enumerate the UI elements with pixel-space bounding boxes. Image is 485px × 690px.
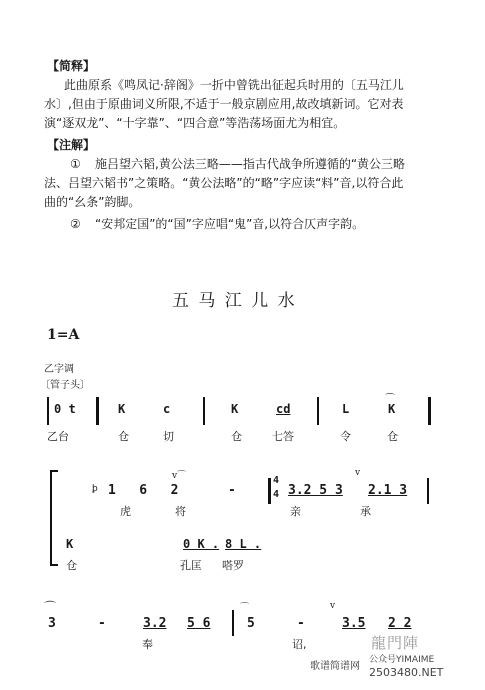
annotation-line: 曲的“幺条”韵脚。	[44, 195, 141, 209]
melody-notes: 5 6	[187, 616, 211, 631]
barline	[96, 397, 99, 425]
percussion-symbol: cd	[276, 402, 291, 416]
barline	[317, 397, 319, 425]
lyric: 承	[360, 505, 371, 518]
percussion-text: 仓	[387, 430, 398, 443]
key-signature: 1=A	[47, 327, 80, 343]
time-signature-bottom: 4	[273, 489, 280, 500]
percussion-symbol: 0 t	[54, 402, 76, 416]
percussion-text: 孔匡	[180, 559, 202, 572]
notes-paragraph-line: 水〕,但由于原曲词义所限,不适于一般京剧应用,故改填新词。它对表	[44, 97, 404, 111]
barline	[428, 397, 431, 425]
system-brace	[50, 470, 58, 472]
watermark-brand: 龍門陣	[371, 634, 420, 652]
percussion-symbol: 8 L .	[225, 537, 262, 551]
score-title: 五 马 江 儿 水	[172, 291, 297, 311]
lyric: 奉	[142, 638, 153, 651]
melody-notes: 5	[247, 616, 255, 631]
percussion-text: 乙台	[47, 430, 69, 443]
melody-notes: 2.1 3	[368, 483, 408, 498]
melody-notes: 1 6 2	[108, 483, 179, 498]
breath-mark-icon: ꝧ	[92, 484, 98, 494]
watermark-text: 公众号YIMAIME	[369, 655, 435, 665]
accent-mark-icon: v⌒	[172, 471, 187, 481]
percussion-symbol: K	[118, 402, 126, 416]
section-heading-annotations: 【注解】	[47, 138, 96, 152]
section-heading-notes: 【简释】	[47, 59, 96, 73]
percussion-text: 嗒罗	[222, 559, 244, 572]
system-brace	[50, 470, 52, 566]
melody-notes: 2 2	[388, 616, 412, 631]
intro-label: 〔管子头〕	[40, 380, 90, 391]
system-brace	[50, 564, 58, 566]
percussion-symbol: c	[163, 402, 171, 416]
lyric: 亲	[290, 505, 301, 518]
lyric: 诏,	[292, 638, 307, 651]
watermark-text: 歌谱简谱网	[310, 661, 360, 672]
melody-dash: -	[297, 616, 305, 631]
accent-mark-icon: v	[330, 601, 336, 611]
percussion-text: 仓	[118, 430, 129, 443]
annotation-marker-1: ①	[70, 157, 81, 171]
mode-label: 乙字调	[44, 364, 74, 375]
percussion-text: 仓	[231, 430, 242, 443]
percussion-text: 七答	[272, 430, 294, 443]
percussion-symbol: 0 K .	[183, 537, 220, 551]
lyric: 将	[175, 505, 186, 518]
annotation-line: 法、吕望六韬书”之策略。“黄公法略”的“略”字应读“料”音,以符合此	[44, 176, 404, 190]
lyric: 虎	[120, 505, 131, 518]
accent-mark-icon: v	[355, 468, 361, 478]
annotation-line: 施吕望六韬,黄公法三略——指古代战争所遵循的“黄公三略	[95, 157, 406, 171]
watermark-text: 2503480.NET	[369, 666, 444, 679]
percussion-text: 切	[163, 430, 174, 443]
melody-dash: -	[98, 616, 106, 631]
accent-mark-icon: ⌒	[240, 603, 250, 613]
barline	[427, 478, 429, 504]
annotation-marker-2: ②	[70, 217, 81, 231]
melody-notes: 3.2	[143, 616, 167, 631]
percussion-text: 仓	[66, 559, 77, 572]
notes-paragraph-line: 此曲原系《鸣凤记·辞阁》一折中曾铣出征起兵时用的〔五马江儿	[64, 78, 404, 92]
percussion-symbol: K	[388, 402, 396, 416]
percussion-symbol: L	[342, 402, 350, 416]
percussion-symbol: K	[66, 537, 74, 551]
melody-notes: 3	[48, 616, 56, 631]
barline	[268, 478, 271, 504]
barline	[47, 397, 49, 425]
percussion-symbol: K	[231, 402, 239, 416]
fermata-icon: ⌒	[385, 394, 395, 405]
percussion-text: 令	[340, 430, 351, 443]
melody-notes: 3.2 5 3	[288, 483, 343, 498]
barline	[232, 610, 234, 636]
time-signature-top: 4	[273, 475, 280, 486]
annotation-line: “安邦定国”的“国”字应唱“鬼”音,以符合仄声字韵。	[95, 217, 365, 231]
notes-paragraph-line: 演“逐双龙”、“十字靠”、“四合意”等浩荡场面尤为相宜。	[44, 116, 346, 130]
tie-mark-icon: ⌒	[44, 600, 57, 614]
barline	[203, 397, 205, 425]
melody-notes: 3.5	[342, 616, 366, 631]
melody-dash: -	[228, 483, 236, 498]
